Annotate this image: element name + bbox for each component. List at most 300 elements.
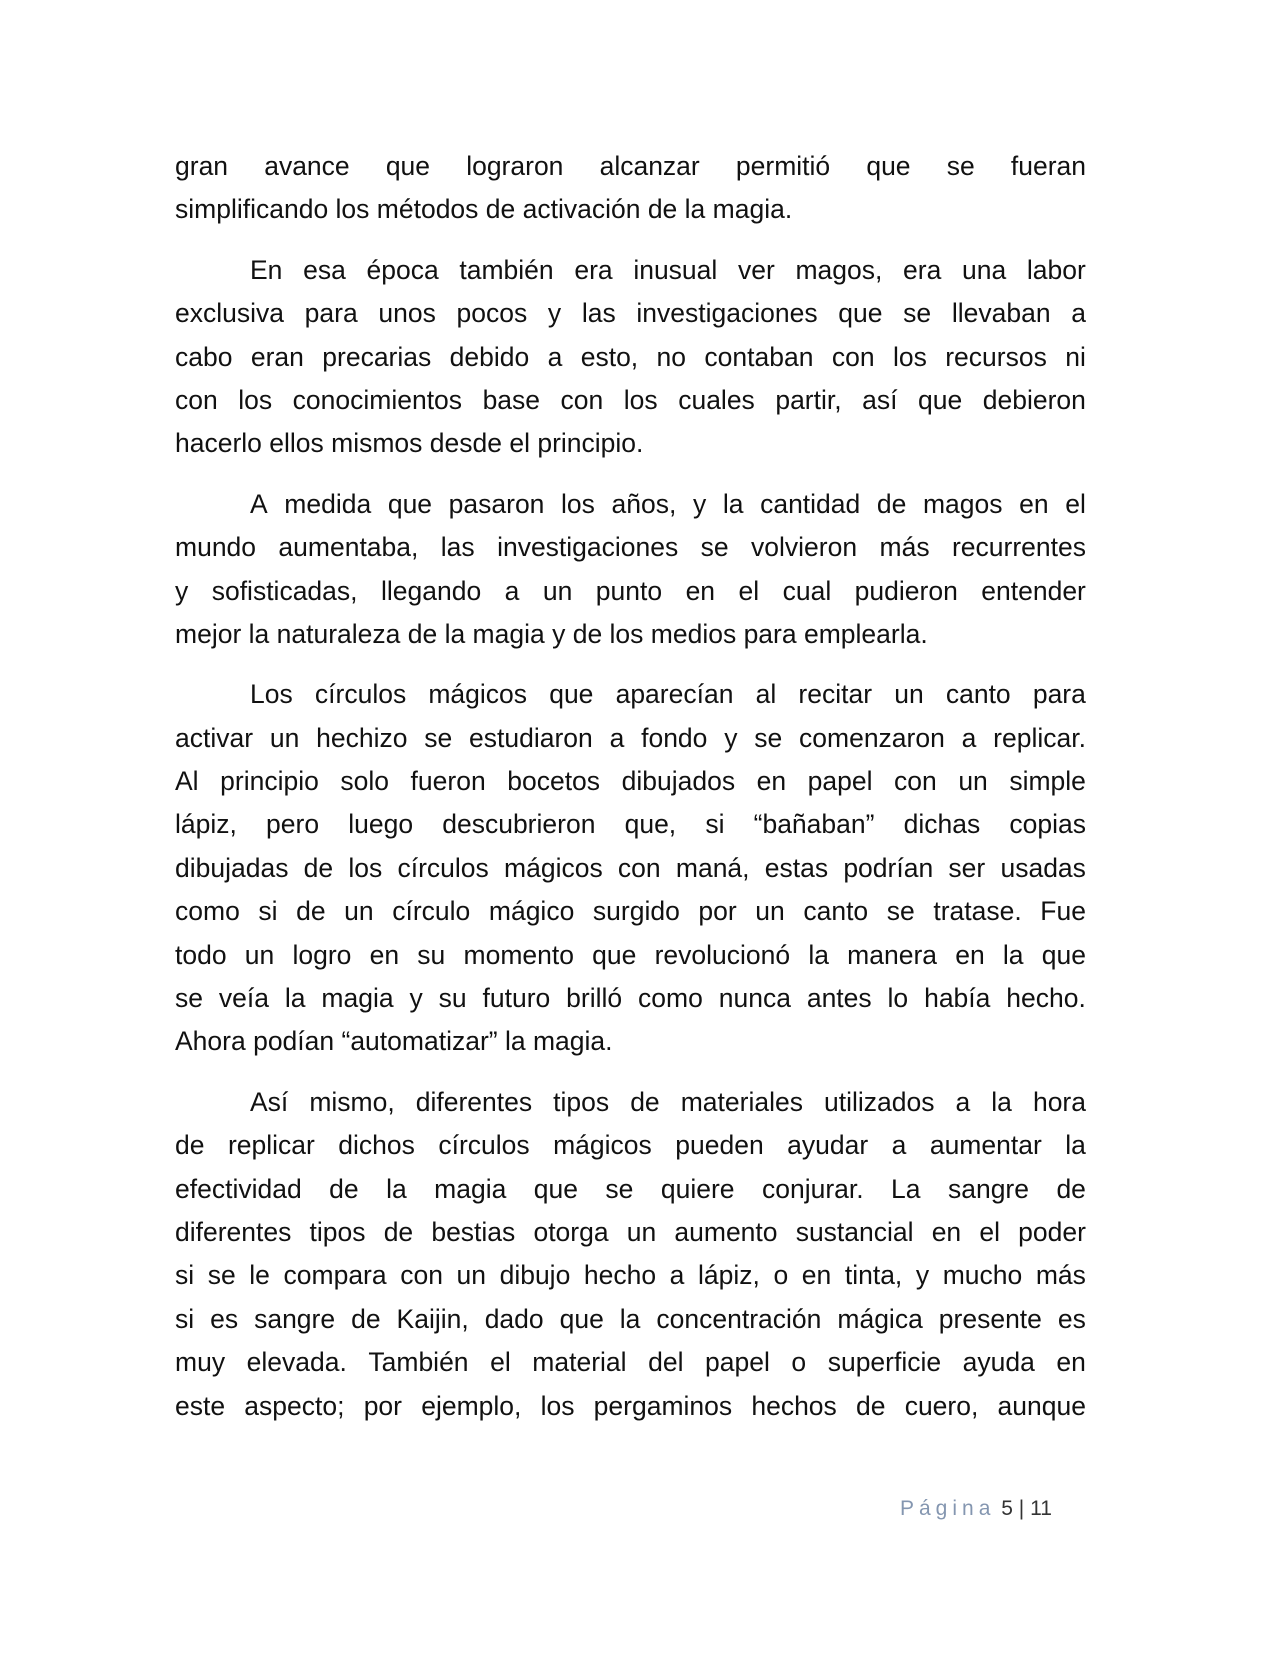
word: las xyxy=(440,532,475,563)
word: cual xyxy=(782,575,832,606)
word: mundo xyxy=(175,532,257,563)
word: que xyxy=(866,151,911,181)
word: cuales xyxy=(678,384,755,415)
word: muy xyxy=(175,1347,226,1378)
word: manera xyxy=(847,939,938,970)
word: a xyxy=(504,575,520,606)
word: efectividad xyxy=(175,1173,302,1204)
text-line xyxy=(175,1341,1086,1384)
word: recitar xyxy=(798,679,873,710)
word: si xyxy=(258,896,278,927)
word: se xyxy=(886,896,915,927)
word: que xyxy=(387,488,433,519)
word: diferentes xyxy=(175,1216,292,1247)
word: tipos xyxy=(553,1086,610,1117)
word: de xyxy=(175,1130,205,1161)
word: replicar. xyxy=(993,722,1086,753)
word: revolucionó xyxy=(654,939,791,970)
paragraph xyxy=(175,673,1086,1064)
word: aparecían xyxy=(615,679,734,710)
word: eran xyxy=(250,341,304,372)
word: en xyxy=(369,939,400,970)
word: mucho xyxy=(942,1260,1023,1291)
word: mismo, xyxy=(309,1086,395,1117)
word: un xyxy=(456,1260,486,1291)
word: activar xyxy=(175,722,254,753)
word: que xyxy=(592,939,637,970)
text-line: hacerlo ellos mismos desde el principio. xyxy=(175,428,644,459)
word: con xyxy=(560,384,604,415)
word: al xyxy=(755,679,777,710)
word: ni xyxy=(1065,341,1086,372)
word: volvieron xyxy=(751,532,858,563)
word: las xyxy=(581,298,616,329)
word: También xyxy=(368,1347,469,1378)
word: fueron xyxy=(410,766,486,797)
word: comenzaron xyxy=(799,722,945,753)
word: pergaminos xyxy=(593,1390,733,1421)
word: sofisticadas, xyxy=(211,575,358,606)
word: y xyxy=(692,488,707,519)
word: principio xyxy=(220,766,319,797)
word: simple xyxy=(1009,766,1086,797)
word: que xyxy=(385,151,431,181)
word: o xyxy=(773,1260,789,1291)
text-line xyxy=(175,1298,1086,1341)
word: materiales xyxy=(680,1086,803,1117)
word: si xyxy=(705,809,725,840)
word: dibujados xyxy=(621,766,736,797)
word: y xyxy=(547,298,562,329)
word: a xyxy=(1071,298,1086,329)
word: permitió xyxy=(735,151,831,181)
word: se xyxy=(424,722,453,753)
word: los xyxy=(238,384,273,415)
text-line xyxy=(175,934,1086,977)
word: precarias xyxy=(322,341,432,372)
word: replicar xyxy=(227,1130,315,1161)
word: hora xyxy=(1032,1086,1086,1117)
word: la xyxy=(991,1086,1012,1117)
word: el xyxy=(490,1347,511,1378)
word: o xyxy=(791,1347,807,1378)
word: bocetos xyxy=(507,766,601,797)
word: papel xyxy=(807,766,873,797)
word: investigaciones xyxy=(636,298,818,329)
word: poder xyxy=(1018,1216,1086,1247)
word: de xyxy=(329,1173,359,1204)
word: su xyxy=(417,939,446,970)
word: quiere xyxy=(660,1173,735,1204)
word: labor xyxy=(1026,254,1086,285)
word: círculo xyxy=(392,896,471,927)
word: un xyxy=(542,575,573,606)
word: mágica xyxy=(837,1303,923,1334)
word: la xyxy=(284,983,306,1014)
word: se xyxy=(605,1173,634,1204)
word: que xyxy=(533,1173,578,1204)
word: Al xyxy=(175,766,199,797)
word: momento xyxy=(463,939,574,970)
word: copias xyxy=(1009,809,1086,840)
text-line xyxy=(175,1168,1086,1211)
word: un xyxy=(755,896,785,927)
word: un xyxy=(344,896,374,927)
word: brilló xyxy=(566,983,623,1014)
word: a xyxy=(609,722,625,753)
word: círculos xyxy=(438,1130,530,1161)
word: maná, xyxy=(675,852,750,883)
word: para xyxy=(1032,679,1086,710)
word: le xyxy=(249,1260,270,1291)
word: para xyxy=(304,298,358,329)
word: hecho. xyxy=(1006,983,1086,1014)
word: círculos xyxy=(397,852,489,883)
text-line: mejor la naturaleza de la magia y de los medios para emplearla. xyxy=(175,618,928,649)
word: se xyxy=(946,151,975,181)
word: así xyxy=(862,384,898,415)
word: gran xyxy=(175,151,229,181)
word: con xyxy=(617,852,661,883)
word: el xyxy=(738,575,760,606)
word: material xyxy=(532,1347,627,1378)
word: del xyxy=(648,1347,684,1378)
word: debieron xyxy=(982,384,1086,415)
word: entender xyxy=(981,575,1086,606)
word: luego xyxy=(348,809,414,840)
word: sangre xyxy=(947,1173,1029,1204)
word: lápiz, xyxy=(698,1260,760,1291)
word: tinta, xyxy=(844,1260,903,1291)
word: logro xyxy=(292,939,352,970)
paragraph xyxy=(175,483,1086,657)
word: mágicos xyxy=(428,679,528,710)
word: esto, xyxy=(580,341,639,372)
word: los xyxy=(892,341,927,372)
word: los xyxy=(623,384,658,415)
word: y xyxy=(724,722,738,753)
word: había xyxy=(924,983,991,1014)
word: avance xyxy=(264,151,350,181)
word: los xyxy=(561,488,595,519)
word: se xyxy=(754,722,783,753)
word: de xyxy=(1056,1173,1086,1204)
word: los xyxy=(540,1390,575,1421)
text-line xyxy=(175,1254,1086,1297)
word: como xyxy=(638,983,703,1014)
word: es xyxy=(210,1303,239,1334)
word: y xyxy=(409,983,423,1014)
word: investigaciones xyxy=(497,532,679,563)
word: concentración xyxy=(656,1303,822,1334)
word: con xyxy=(894,766,937,797)
word: por xyxy=(698,896,737,927)
page-number: 5 xyxy=(1001,1497,1013,1520)
word: elevada. xyxy=(246,1347,347,1378)
word: inusual xyxy=(633,254,718,285)
word: magia xyxy=(321,983,394,1014)
word: base xyxy=(482,384,541,415)
word: si xyxy=(175,1303,195,1334)
word: surgido xyxy=(592,896,680,927)
word: se xyxy=(700,532,729,563)
word: la xyxy=(619,1303,641,1334)
word: pudieron xyxy=(854,575,958,606)
paragraph xyxy=(175,1081,1086,1428)
word: por xyxy=(363,1390,402,1421)
text-line xyxy=(175,249,1086,292)
word: los xyxy=(348,852,383,883)
word: cabo xyxy=(175,341,233,372)
word: este xyxy=(175,1390,226,1421)
word: a xyxy=(669,1260,685,1291)
word: aspecto; xyxy=(244,1390,345,1421)
word: una xyxy=(962,254,1007,285)
word: un xyxy=(958,766,988,797)
word: con xyxy=(175,384,218,415)
word: Kaijin, xyxy=(396,1303,469,1334)
text-line xyxy=(175,977,1086,1020)
word: conocimientos xyxy=(292,384,463,415)
word: se xyxy=(903,298,932,329)
word: con xyxy=(400,1260,443,1291)
word: ejemplo, xyxy=(421,1390,522,1421)
word: exclusiva xyxy=(175,298,284,329)
word: es xyxy=(1057,1303,1086,1334)
word: aumentar xyxy=(929,1130,1042,1161)
text-line: Ahora podían “automatizar” la magia. xyxy=(175,1026,613,1057)
word: y xyxy=(175,575,189,606)
text-line xyxy=(175,379,1086,422)
word: solo xyxy=(340,766,389,797)
word: mágico xyxy=(488,896,575,927)
word: era xyxy=(574,254,613,285)
word: en xyxy=(756,766,787,797)
page-total: 11 xyxy=(1030,1497,1052,1520)
word: tratase. xyxy=(933,896,1022,927)
word: hecho xyxy=(583,1260,657,1291)
text-line xyxy=(175,717,1086,760)
word: fueran xyxy=(1010,151,1086,181)
word: de xyxy=(351,1303,381,1334)
word: presente xyxy=(938,1303,1042,1334)
word: Los xyxy=(250,679,293,710)
word: y xyxy=(915,1260,930,1291)
word: la xyxy=(808,939,829,970)
page-label: Página xyxy=(900,1497,996,1520)
word: medida xyxy=(284,488,372,519)
word: la xyxy=(722,488,744,519)
word: en xyxy=(931,1216,962,1247)
word: en xyxy=(801,1260,832,1291)
word: de xyxy=(303,852,334,883)
word: aumentaba, xyxy=(278,532,419,563)
word: no xyxy=(656,341,687,372)
text-line xyxy=(175,847,1086,890)
word: más xyxy=(879,532,930,563)
word: compara xyxy=(283,1260,387,1291)
word: A xyxy=(250,488,268,519)
word: sangre xyxy=(254,1303,336,1334)
word: si xyxy=(175,1260,195,1291)
text-line xyxy=(175,1081,1086,1124)
word: recursos xyxy=(945,341,1047,372)
text-line xyxy=(175,145,1086,188)
word: que xyxy=(838,298,883,329)
word: su xyxy=(438,983,467,1014)
word: usadas xyxy=(1000,852,1086,883)
word: cuero, xyxy=(904,1390,979,1421)
word: de xyxy=(856,1390,886,1421)
word: pueden xyxy=(675,1130,764,1161)
word: mágicos xyxy=(553,1130,652,1161)
word: que xyxy=(1041,939,1086,970)
word: el xyxy=(1065,488,1086,519)
word: estas xyxy=(764,852,829,883)
word: La xyxy=(891,1173,921,1204)
word: antes xyxy=(806,983,872,1014)
word: que xyxy=(559,1303,604,1334)
text-line xyxy=(175,336,1086,379)
text-line xyxy=(175,1211,1086,1254)
word: ayudar xyxy=(787,1130,869,1161)
word: llevaban xyxy=(951,298,1051,329)
word: diferentes xyxy=(415,1086,533,1117)
word: la xyxy=(1065,1130,1086,1161)
text-line xyxy=(175,1385,1086,1428)
paragraph xyxy=(175,249,1086,466)
word: hechos xyxy=(751,1390,837,1421)
word: todo xyxy=(175,939,227,970)
text-line xyxy=(175,526,1086,569)
word: pero xyxy=(266,809,320,840)
word: “bañaban” xyxy=(753,809,875,840)
word: a xyxy=(547,341,563,372)
text-line xyxy=(175,1124,1086,1167)
word: contaban xyxy=(704,341,814,372)
word: ver xyxy=(737,254,775,285)
text-line xyxy=(175,673,1086,716)
word: unos xyxy=(378,298,436,329)
word: en xyxy=(1056,1347,1086,1378)
word: esa xyxy=(303,254,346,285)
word: dibujadas xyxy=(175,852,289,883)
word: superficie xyxy=(827,1347,942,1378)
word: dichas xyxy=(903,809,981,840)
word: ser xyxy=(948,852,986,883)
word: Así xyxy=(250,1086,289,1117)
text-line xyxy=(175,292,1086,335)
word: era xyxy=(903,254,942,285)
word: Fue xyxy=(1040,896,1086,927)
word: podrían xyxy=(843,852,934,883)
word: alcanzar xyxy=(599,151,700,181)
word: con xyxy=(831,341,875,372)
word: magos xyxy=(922,488,1003,519)
word: de xyxy=(296,896,326,927)
word: tipos xyxy=(309,1216,366,1247)
word: lo xyxy=(887,983,909,1014)
word: ayuda xyxy=(962,1347,1035,1378)
word: cantidad xyxy=(760,488,861,519)
word: a xyxy=(891,1130,907,1161)
word: llegando xyxy=(380,575,482,606)
text-line xyxy=(175,760,1086,803)
word: en xyxy=(1019,488,1049,519)
word: magos, xyxy=(795,254,883,285)
page-separator: | xyxy=(1018,1497,1025,1520)
word: un xyxy=(269,722,300,753)
word: mágicos xyxy=(504,852,603,883)
word: un xyxy=(244,939,275,970)
document-body xyxy=(175,145,1086,1445)
word: pocos xyxy=(456,298,528,329)
word: de xyxy=(383,1216,414,1247)
word: conjurar. xyxy=(761,1173,864,1204)
word: dado xyxy=(484,1303,544,1334)
word: estudiaron xyxy=(469,722,593,753)
word: dichos xyxy=(338,1130,415,1161)
word: como xyxy=(175,896,240,927)
word: aumento xyxy=(674,1216,778,1247)
word: utilizados xyxy=(823,1086,935,1117)
word: en xyxy=(955,939,985,970)
word: en xyxy=(685,575,716,606)
word: partir, xyxy=(775,384,842,415)
text-line xyxy=(175,483,1086,526)
word: bestias xyxy=(431,1216,516,1247)
page-footer xyxy=(900,1497,1052,1521)
word: más xyxy=(1035,1260,1086,1291)
word: canto xyxy=(803,896,869,927)
word: que xyxy=(549,679,594,710)
word: la xyxy=(386,1173,407,1204)
word: canto xyxy=(945,679,1011,710)
word: dibujo xyxy=(499,1260,571,1291)
word: papel xyxy=(705,1347,770,1378)
word: de xyxy=(876,488,907,519)
word: fondo xyxy=(641,722,708,753)
word: futuro xyxy=(482,983,551,1014)
paragraph xyxy=(175,145,1086,232)
word: que, xyxy=(624,809,677,840)
word: época xyxy=(366,254,439,285)
word: años, xyxy=(611,488,677,519)
text-line: simplificando los métodos de activación de la magia. xyxy=(175,194,793,225)
word: la xyxy=(1002,939,1024,970)
word: lápiz, xyxy=(175,809,237,840)
word: debido xyxy=(449,341,530,372)
word: hechizo xyxy=(316,722,408,753)
word: el xyxy=(979,1216,1000,1247)
word: veía xyxy=(218,983,269,1014)
word: también xyxy=(459,254,554,285)
word: sustancial xyxy=(795,1216,914,1247)
word: pasaron xyxy=(448,488,545,519)
text-line xyxy=(175,890,1086,933)
word: que xyxy=(918,384,963,415)
text-line xyxy=(175,803,1086,846)
word: punto xyxy=(595,575,663,606)
word: se xyxy=(175,983,203,1014)
word: de xyxy=(630,1086,660,1117)
word: círculos xyxy=(314,679,407,710)
word: lograron xyxy=(466,151,564,181)
word: aunque xyxy=(997,1390,1086,1421)
word: otorga xyxy=(533,1216,609,1247)
word: se xyxy=(207,1260,236,1291)
word: En xyxy=(250,254,283,285)
